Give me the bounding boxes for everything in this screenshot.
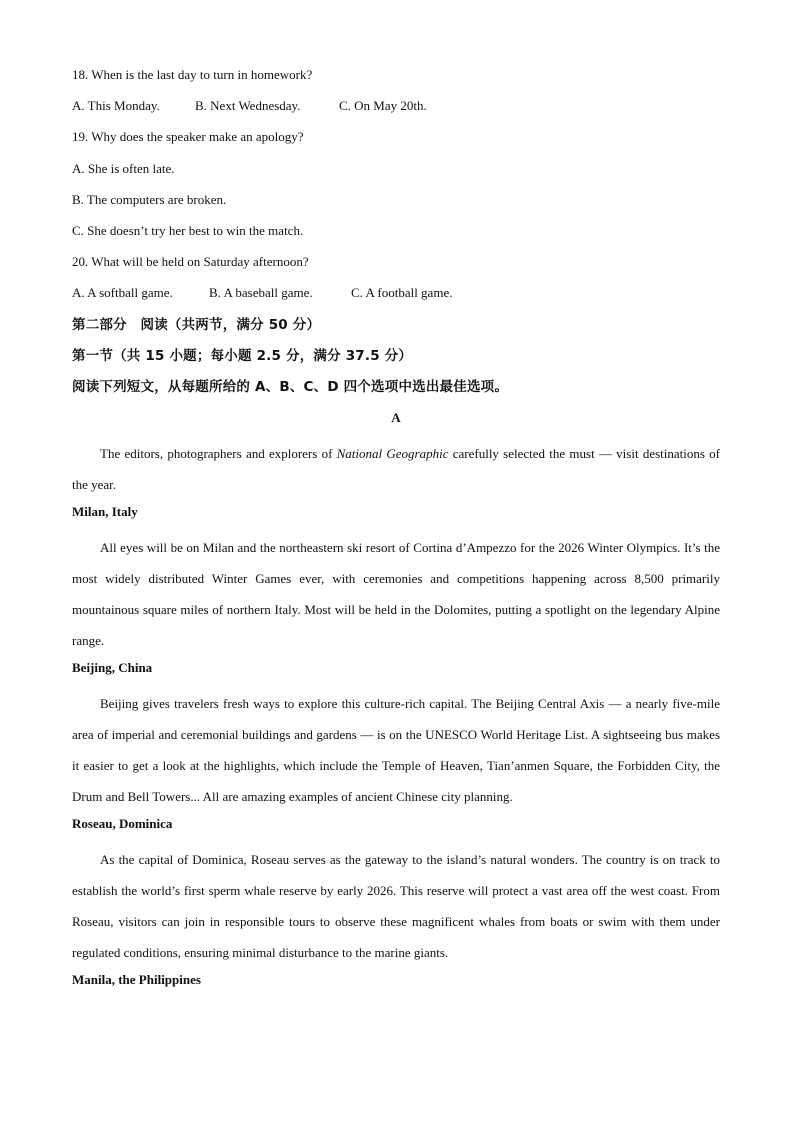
part-title: 第二部分 阅读（共两节，满分 50 分） (72, 316, 321, 333)
question-19-stem: 19. Why does the speaker make an apology? (72, 129, 304, 145)
place-text-beijing: Beijing gives travelers fresh ways to explore this culture-rich capital. The Beijing Central Axis — a nearly five-mile area of imperial and ceremonial buildings and gardens — is on the UNESCO World Heritage List. A sightseeing bus makes it easier to get a look at the highlights, which include the Temple of Heaven, Tian’anmen Square, the Forbidden City, the Drum and Bell Towers... All are amazing examples of ancient Chinese city planning. (72, 695, 720, 805)
section-subtitle: 第一节（共 15 小题；每小题 2.5 分，满分 37.5 分） (72, 347, 413, 364)
question-20-options (72, 282, 720, 313)
intro-text-after: carefully selected the must — visit destinations of the year. (72, 446, 720, 493)
option-a: A. This Monday. (72, 98, 160, 114)
question-18-stem: 18. When is the last day to turn in homework? (72, 67, 313, 82)
question-20-stem: 20. What will be held on Saturday afternoon? (72, 254, 309, 270)
place-heading-beijing: Beijing, China (72, 659, 153, 675)
magazine-title: National Geographic (336, 446, 449, 462)
exam-page (72, 64, 720, 1000)
intro-text-before: The editors, photographers and explorers of (100, 446, 337, 462)
passage-intro (72, 438, 720, 500)
question-18-options (72, 95, 720, 126)
option-c: C. On May 20th. (339, 98, 427, 114)
place-text-roseau: As the capital of Dominica, Roseau serves as the gateway to the island’s natural wonders. The country is on track to establish the world’s first sperm whale reserve by early 2026. This reserve will protect a vast area off the west coast. From Roseau, visitors can join in responsible tours to observe these magnificent whales from boats or swim with them under regulated conditions, ensuring minimal disturbance to the marine giants. (72, 851, 720, 961)
option-b: B. A baseball game. (209, 285, 313, 301)
place-heading-manila: Manila, the Philippines (72, 971, 201, 987)
place-text-milan: All eyes will be on Milan and the northeastern ski resort of Cortina d’Ampezzo for the 2026 Winter Olympics. It’s the most widely distributed Winter Games ever, with ceremonies and competitions happening across 8,500 primarily mountainous square miles of northern Italy. Most will be held in the Dolomites, putting a spotlight on the legendary Alpine range. (72, 539, 720, 649)
place-heading-roseau: Roseau, Dominica (72, 815, 173, 831)
option-a: A. A softball game. (72, 285, 173, 301)
option-b: B. Next Wednesday. (195, 98, 301, 114)
option-c: C. She doesn’t try her best to win the match. (72, 222, 304, 238)
option-a: A. She is often late. (72, 160, 175, 176)
option-c: C. A football game. (351, 285, 453, 301)
option-b: B. The computers are broken. (72, 191, 227, 207)
section-instruction: 阅读下列短文，从每题所给的 A、B、C、D 四个选项中选出最佳选项。 (72, 378, 509, 395)
place-heading-milan: Milan, Italy (72, 503, 138, 519)
passage-label: A (391, 410, 401, 426)
